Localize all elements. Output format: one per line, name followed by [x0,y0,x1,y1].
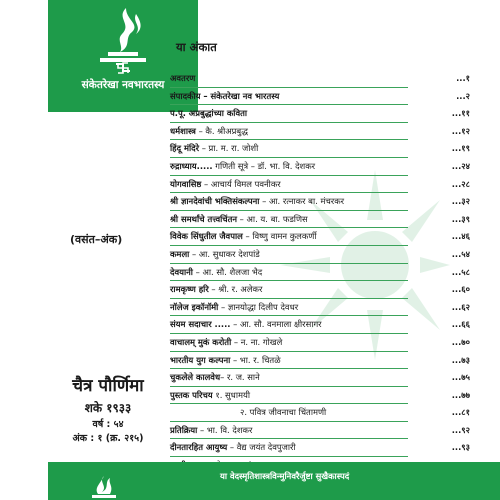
flame-emblem-icon [86,474,122,500]
toc-entry-title: कमला [170,248,190,259]
toc-heading: या अंकात [176,40,217,54]
toc-entry-author: – भा. र. चितळे [230,354,281,365]
footer-verse: या वेदस्मृतिशास्त्रविन्मुनिवरैर्जुष्टा सुखैकास्पदं [220,471,350,481]
toc-entry-title: विवेक सिंधुतील जैवपाल [170,231,243,242]
toc-entry-author: – श्री. र. अलेकर [208,284,263,295]
toc-entry-title: हिंदू मंदिरे [170,143,200,154]
toc-entry-page: ...३२ [451,196,470,207]
toc-entry [170,176,470,194]
toc-entry-page: ...८१ [451,407,470,418]
toc-entry-title: पुस्तक परिचय [170,389,213,400]
toc-entry-page: ...७३ [451,354,470,365]
season-label: (वसंत–अंक) [70,233,123,246]
toc-entry-page: ...९३ [451,442,470,453]
toc-entry [170,228,470,246]
toc-entry-title: नॉलेज इकॉनॉमी [170,301,219,312]
toc-entry-title: अवतरण [170,73,196,83]
toc-entry-page: ...११ [451,108,470,119]
toc-entry-title: रामकृष्ण हरि [170,284,209,295]
toc-entry [170,352,470,370]
toc-entry [170,88,470,106]
toc-entry [170,140,470,158]
issue-volume: वर्ष : ५४ [92,419,124,430]
toc-entry-author: – विष्णु वामन कुलकर्णी [242,231,317,242]
toc-entry [170,387,470,405]
toc-entry-page: ...१२ [451,125,470,136]
issue-number: अंक : १ (क्र. २१५) [72,433,144,444]
toc-entry-page: ...६६ [451,319,470,330]
toc-entry [170,334,470,352]
toc-entry-page: ...५४ [451,248,470,259]
flame-swastika-emblem-icon [86,4,160,76]
toc-entry-title: भारतीय युग कल्पना [170,354,231,365]
toc-entry-title: धर्मशास्त्र [170,125,196,136]
toc-entry-title: श्री ज्ञानदेवांची भक्तिसंकल्पना [170,196,260,207]
toc-entry-title: श्री समर्थांचे तत्त्वचिंतन [170,213,238,224]
toc-entry-page: ...३९ [451,213,470,224]
toc-entry-title: संपादकीय – संकेतरेखा नव भारतस्य [170,90,280,101]
toc-entry-author: गणिती सूत्रे – डॉ. भा. वि. देशकर [212,160,316,171]
toc-entry-page: ...९२ [451,424,470,435]
toc-entry-title: संयम सदाचार ..... [170,319,231,330]
toc-entry-author: – आ. य. बा. फडणिस [237,213,308,224]
toc-entry-author: – प्रा. म. रा. जोशी [199,143,259,154]
toc-entry [170,193,470,211]
toc-entry-page: ...६० [451,284,470,295]
toc-entry [170,70,470,88]
toc-entry [170,439,470,457]
toc-entry-page: ...४६ [451,231,470,242]
toc-entry-author: – आचार्य विमल पवनीकर [201,178,281,189]
toc-entry-author: – आ. सौ. वनमाला क्षीरसागर [230,319,322,330]
toc-entry-author: – वैद्य जयंत देवपुजारी [227,442,296,453]
toc-entry-author: – आ. सुधाकर देशपांडे [189,248,260,259]
toc-entry-title: रुद्राध्याय..... [170,160,213,171]
toc-entry [170,299,470,317]
toc-entry-author: – आ. रत्नाकर बा. मंचरकर [259,196,345,207]
toc-entry-page: ...१९ [451,143,470,154]
toc-entry-title: वाचालम् मुकं करोती [170,336,232,347]
toc-entry-page: ...७७ [451,389,470,400]
toc-entry-author: – भा. वि. देशकर [197,424,253,435]
toc-entry-page: ...७५ [451,372,470,383]
toc-entry [170,123,470,141]
toc-entry-author: – कै. श्रीअप्रबुद्ध [195,125,248,136]
toc-entry [170,105,470,123]
toc-entry-page: ...२४ [451,160,470,171]
toc-entry-page: ...२ [456,90,470,101]
toc-entry [170,422,470,440]
toc-entry [170,211,470,229]
toc-entry-title: योगवासिष्ठ [170,178,202,189]
toc-entry [170,158,470,176]
toc-entry-title: देवयानी [170,266,193,277]
toc-entry-title: चुकलेले कालवेध [170,372,221,383]
toc-entry [170,369,470,387]
toc-entry-author: – न. ना. गोखले [231,336,283,347]
toc-entry [170,281,470,299]
toc-entry-author: – ज्ञानयोद्धा दिलीप देवधर [218,301,299,312]
masthead-title: संकेतरेखा नवभारतस्य [81,79,165,91]
issue-month: चैत्र पौर्णिमा [72,376,144,396]
toc-entry-page: ...१ [456,73,470,83]
toc-entry-author: – आ. सौ. शैलजा भैद [192,266,263,277]
table-of-contents [170,70,470,475]
toc-entry [170,316,470,334]
toc-entry [170,264,470,282]
toc-entry-title: प.पू. अप्रबुद्धांच्या कविता [170,108,248,119]
toc-entry [170,246,470,264]
toc-entry-title: प्रतिक्रिया [170,424,198,435]
toc-entry-page: ...६२ [451,301,470,312]
issue-year: शके १९३३ [84,401,132,415]
toc-entry-title: दीनतारहित आयुष्य [170,442,228,453]
toc-entry [170,404,470,422]
toc-entry-page: ...७० [451,336,470,347]
issue-info [48,374,168,446]
toc-entry-author: १. सुधामयी [212,389,251,400]
toc-entry-page: ...५८ [451,266,470,277]
toc-entry-author: – र. ज. साने [220,372,260,383]
toc-entry-author: २. पवित्र जीवनाचा चिंतामणी [240,407,327,418]
toc-entry-page: ...२८ [451,178,470,189]
